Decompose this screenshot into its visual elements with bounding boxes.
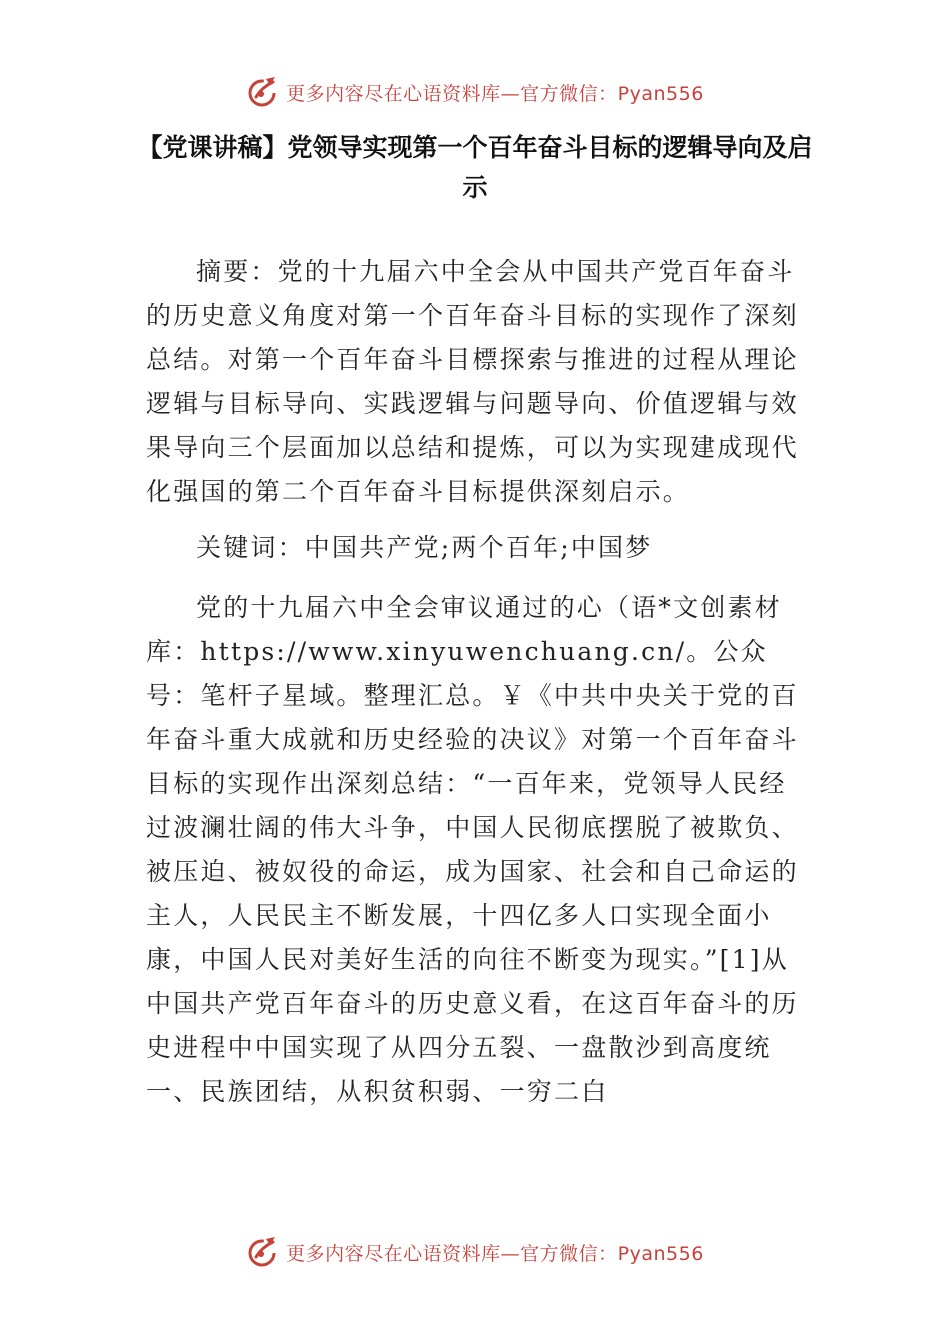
footer-banner (0, 1232, 950, 1272)
document-title: 【党课讲稿】党领导实现第一个百年奋斗目标的逻辑导向及启示 (137, 133, 813, 202)
header-banner (0, 72, 950, 112)
footer-banner-text (286, 1239, 704, 1266)
body-paragraph: 党的十九届六中全会审议通过的心（语*文创素材库：https://www.xinyuwenchuang.cn/。公众号：笔杆子星域。整理汇总。￥《中共中央关于党的百年奋斗重大成就和历史经验的决议》对第一个百年奋斗目标的实现作出深刻总结：“一百年来，党领导人民经过波澜壮阔的伟大斗争，中国人民彻底摆脱了被欺负、被压迫、被奴役的命运，成为国家、社会和自己命运的主人，人民民主不断发展，十四亿多人口实现全面小康，中国人民对美好生活的向往不断变为现实。”[1]从中国共产党百年奋斗的历史意义看，在这百年奋斗的历史进程中中国实现了从四分五裂、一盘散沙到高度统一、民族团结，从积贫积弱、一穷二白 (146, 593, 799, 1106)
abstract-paragraph: 摘要：党的十九届六中全会从中国共产党百年奋斗的历史意义角度对第一个百年奋斗目标的实现作了深刻总结。对第一个百年奋斗目標探索与推进的过程从理论逻辑与目标导向、实践逻辑与问题导向、价值逻辑与效果导向三个层面加以总结和提炼，可以为实现建成现代化强国的第二个百年奋斗目标提供深刻启示。 (146, 257, 799, 506)
brush-circle-logo-icon (246, 1235, 280, 1269)
keywords-paragraph: 关键词：中国共产党;两个百年;中国梦 (196, 533, 653, 562)
document-body (146, 250, 808, 1114)
footer-banner-label: 更多内容尽在心语资料库—官方微信： (286, 1242, 618, 1265)
header-banner-label: 更多内容尽在心语资料库—官方微信： (286, 82, 618, 105)
header-banner-text (286, 79, 704, 106)
header-wechat-id: Pyan556 (617, 82, 704, 105)
footer-wechat-id: Pyan556 (617, 1242, 704, 1265)
brush-circle-logo-icon (246, 75, 280, 109)
